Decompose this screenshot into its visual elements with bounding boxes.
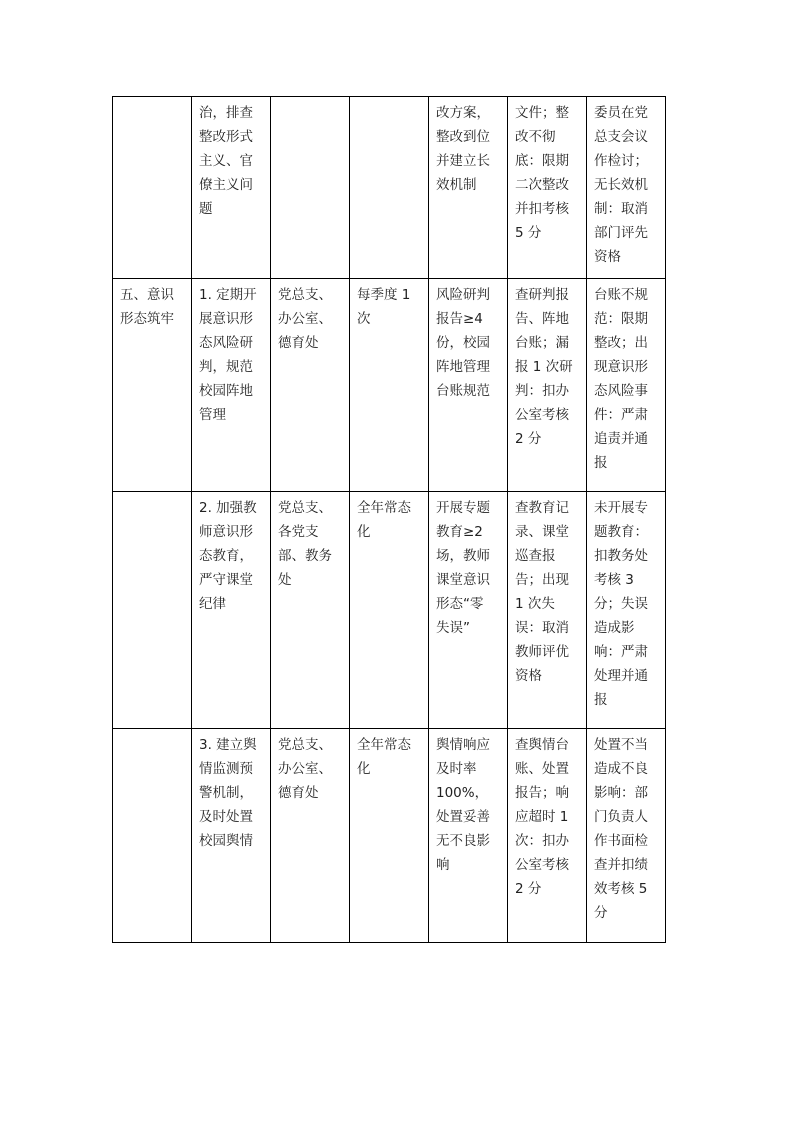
standard-text: 舆情响应 及时率 100%， 处置妥善 无不良影 响 — [436, 737, 490, 873]
department-text: 党总支、 办公室、 德育处 — [278, 287, 332, 351]
department-cell — [271, 729, 350, 943]
frequency-text: 每季度 1 次 — [357, 287, 411, 327]
check-method-cell — [508, 97, 587, 279]
frequency-text: 全年常态 化 — [357, 500, 411, 540]
standard-cell — [429, 492, 508, 729]
department-cell — [271, 492, 350, 729]
standard-text: 改方案， 整改到位 并建立长 效机制 — [436, 105, 490, 193]
penalty-text: 未开展专 题教育： 扣教务处 考核 3 分；失误 造成影 响：严肃 处理并通 报 — [594, 500, 648, 708]
frequency-cell — [350, 492, 429, 729]
penalty-cell — [587, 729, 666, 943]
table-row — [113, 97, 666, 279]
category-cell — [113, 279, 192, 492]
category-cell — [113, 729, 192, 943]
department-text: 党总支、 各党支 部、教务 处 — [278, 500, 332, 588]
standard-text: 风险研判 报告≥4 份，校园 阵地管理 台账规范 — [436, 287, 490, 399]
department-text: 党总支、 办公室、 德育处 — [278, 737, 332, 801]
check-method-text: 查教育记 录、课堂 巡查报 告；出现 1 次失 误：取消 教师评优 资格 — [515, 500, 569, 684]
penalty-text: 处置不当 造成不良 影响：部 门负责人 作书面检 查并扣绩 效考核 5 分 — [594, 737, 648, 921]
check-method-text: 查舆情台 账、处置 报告；响 应超时 1 次：扣办 公室考核 2 分 — [515, 737, 569, 897]
check-method-text: 文件；整 改不彻 底：限期 二次整改 并扣考核 5 分 — [515, 105, 569, 241]
table-row — [113, 279, 666, 492]
check-method-cell — [508, 279, 587, 492]
task-cell — [192, 279, 271, 492]
category-text: 五、意识 形态筑牢 — [120, 287, 174, 327]
department-cell — [271, 279, 350, 492]
task-text: 治，排查 整改形式 主义、官 僚主义问 题 — [199, 105, 253, 217]
penalty-cell — [587, 97, 666, 279]
check-method-cell — [508, 492, 587, 729]
table-row — [113, 492, 666, 729]
standard-cell — [429, 279, 508, 492]
department-cell — [271, 97, 350, 279]
task-text: 2. 加强教 师意识形 态教育， 严守课堂 纪律 — [199, 500, 257, 612]
penalty-text: 委员在党 总支会议 作检讨； 无长效机 制：取消 部门评先 资格 — [594, 105, 648, 265]
task-text: 3. 建立舆 情监测预 警机制， 及时处置 校园舆情 — [199, 737, 257, 849]
assessment-table — [112, 96, 666, 943]
penalty-cell — [587, 279, 666, 492]
category-cell — [113, 97, 192, 279]
task-cell — [192, 97, 271, 279]
check-method-cell — [508, 729, 587, 943]
task-text: 1. 定期开 展意识形 态风险研 判，规范 校园阵地 管理 — [199, 287, 257, 423]
check-method-text: 查研判报 告、阵地 台账；漏 报 1 次研 判：扣办 公室考核 2 分 — [515, 287, 573, 447]
frequency-cell — [350, 279, 429, 492]
penalty-text: 台账不规 范：限期 整改；出 现意识形 态风险事 件：严肃 追责并通 报 — [594, 287, 648, 471]
penalty-cell — [587, 492, 666, 729]
frequency-cell — [350, 97, 429, 279]
standard-text: 开展专题 教育≥2 场，教师 课堂意识 形态“零 失误” — [436, 500, 490, 636]
frequency-text: 全年常态 化 — [357, 737, 411, 777]
standard-cell — [429, 97, 508, 279]
task-cell — [192, 492, 271, 729]
frequency-cell — [350, 729, 429, 943]
standard-cell — [429, 729, 508, 943]
category-cell — [113, 492, 192, 729]
table-row — [113, 729, 666, 943]
task-cell — [192, 729, 271, 943]
